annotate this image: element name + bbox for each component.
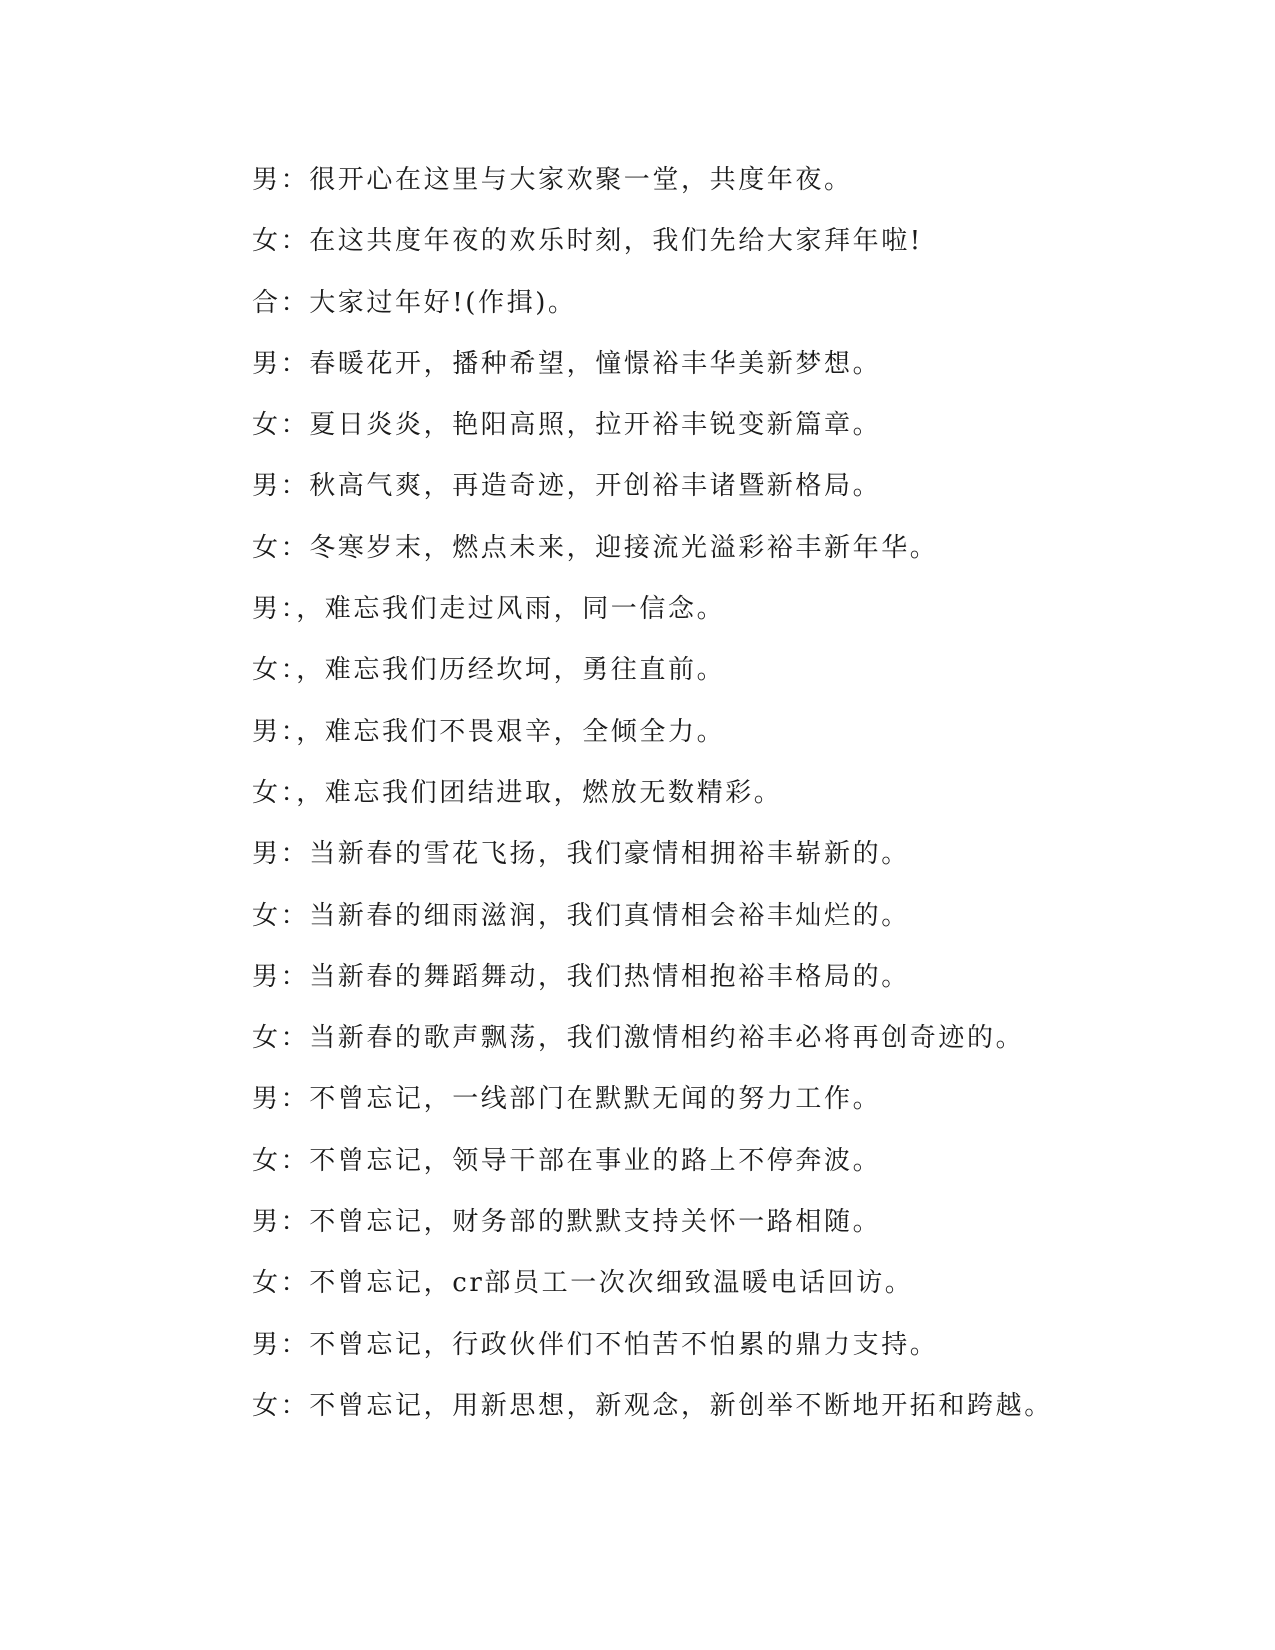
dialogue-line: 女：在这共度年夜的欢乐时刻，我们先给大家拜年啦! [252,226,923,257]
dialogue-line: 男：春暖花开，播种希望，憧憬裕丰华美新梦想。 [252,348,882,379]
dialogue-line: 男：很开心在这里与大家欢聚一堂，共度年夜。 [252,165,853,195]
dialogue-line: 女：当新春的细雨滋润，我们真情相会裕丰灿烂的。 [252,900,910,931]
dialogue-line: 女：不曾忘记，领导干部在事业的路上不停奔波。 [252,1145,882,1176]
dialogue-line: 女：夏日炎炎，艳阳高照，拉开裕丰锐变新篇章。 [252,410,882,441]
dialogue-line: 男：秋高气爽，再造奇迹，开创裕丰诸暨新格局。 [252,471,882,502]
dialogue-line: 男：，难忘我们不畏艰辛，全倾全力。 [252,716,726,747]
dialogue-line: 女：，难忘我们历经坎坷，勇往直前。 [252,655,726,686]
dialogue-line: 女：当新春的歌声飘荡，我们激情相约裕丰必将再创奇迹的。 [252,1023,1025,1054]
dialogue-line: 男：，难忘我们走过风雨，同一信念。 [252,594,726,625]
dialogue-line: 女：，难忘我们团结进取，燃放无数精彩。 [252,777,783,808]
dialogue-line: 女：不曾忘记，用新思想，新观念，新创举不断地开拓和跨越。 [252,1390,1053,1421]
dialogue-line: 女：不曾忘记，cr部员工一次次细致温暖电话回访。 [252,1268,914,1299]
dialogue-line: 女：冬寒岁末，燃点未来，迎接流光溢彩裕丰新年华。 [252,532,939,563]
dialogue-line: 合：大家过年好!(作揖)。 [252,287,577,318]
dialogue-line: 男：当新春的雪花飞扬，我们豪情相拥裕丰崭新的。 [252,839,910,870]
dialogue-line: 男：当新春的舞蹈舞动，我们热情相抱裕丰格局的。 [252,961,910,992]
dialogue-script [252,160,1112,1447]
dialogue-line: 男：不曾忘记，一线部门在默默无闻的努力工作。 [252,1084,882,1115]
dialogue-line: 男：不曾忘记，财务部的默默支持关怀一路相随。 [252,1207,882,1238]
dialogue-line: 男：不曾忘记，行政伙伴们不怕苦不怕累的鼎力支持。 [252,1329,939,1360]
